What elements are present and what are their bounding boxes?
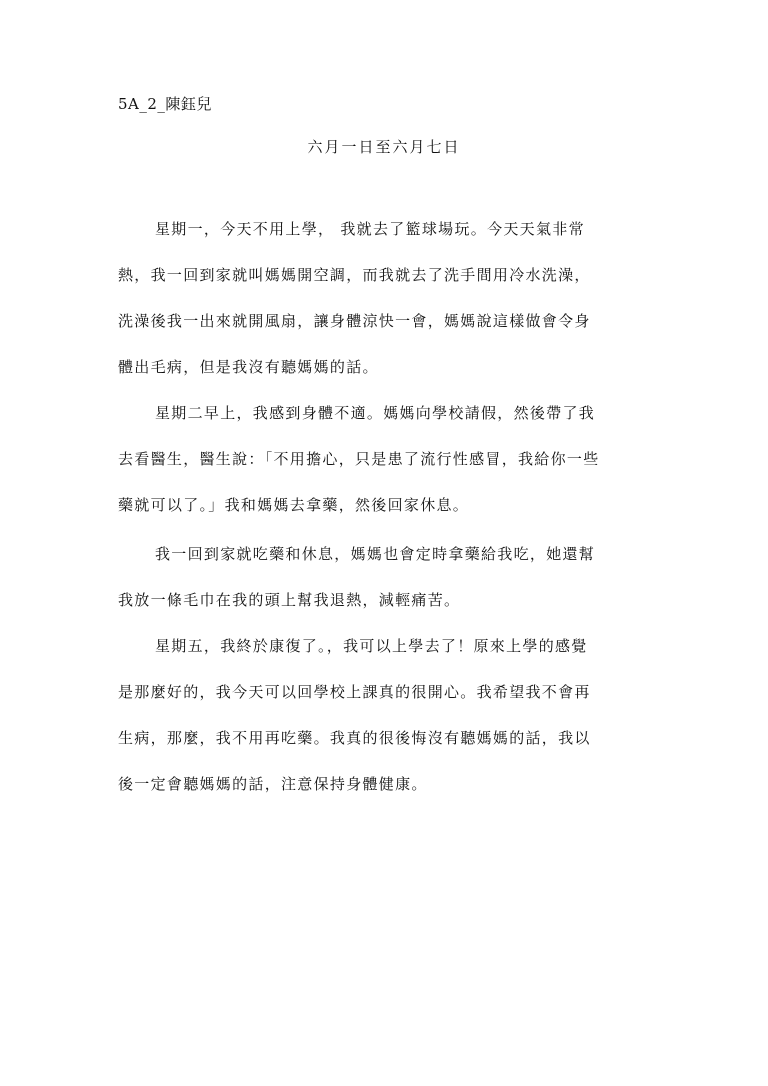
paragraph-3-line-1: 我一回到家就吃藥和休息，媽媽也會定時拿藥給我吃，她還幫	[155, 545, 596, 563]
paragraph-4-line-2: 是那麼好的，我今天可以回學校上課真的很開心。我希望我不會再	[118, 683, 591, 701]
author-label: 5A_2_陳鈺兒	[118, 95, 212, 113]
paragraph-4-line-4: 後一定會聽媽媽的話，注意保持身體健康。	[118, 775, 428, 793]
paragraph-4-line-1: 星期五，我終於康復了。，我可以上學去了！原來上學的感覺	[155, 637, 588, 655]
paragraph-1-line-3: 洗澡後我一出來就開風扇，讓身體涼快一會，媽媽說這樣做會令身	[118, 312, 591, 330]
paragraph-1-line-4: 體出毛病，但是我沒有聽媽媽的話。	[118, 358, 379, 376]
paragraph-2-line-1: 星期二早上，我感到身體不適。媽媽向學校請假，然後帶了我	[155, 404, 596, 422]
essay-title: 六月一日至六月七日	[307, 138, 461, 156]
paragraph-1-line-2: 熱，我一回到家就叫媽媽開空調，而我就去了洗手間用冷水洗澡，	[118, 266, 591, 284]
paragraph-2-line-2: 去看醫生，醫生說：「不用擔心，只是患了流行性感冒，我給你一些	[118, 450, 600, 468]
paragraph-2-line-3: 藥就可以了。」我和媽媽去拿藥，然後回家休息。	[118, 496, 470, 514]
paragraph-1-line-1: 星期一，今天不用上學， 我就去了籃球場玩。今天天氣非常	[155, 220, 585, 238]
paragraph-3-line-2: 我放一條毛巾在我的頭上幫我退熱，減輕痛苦。	[118, 591, 461, 609]
paragraph-4-line-3: 生病，那麼，我不用再吃藥。我真的很後悔沒有聽媽媽的話，我以	[118, 729, 591, 747]
